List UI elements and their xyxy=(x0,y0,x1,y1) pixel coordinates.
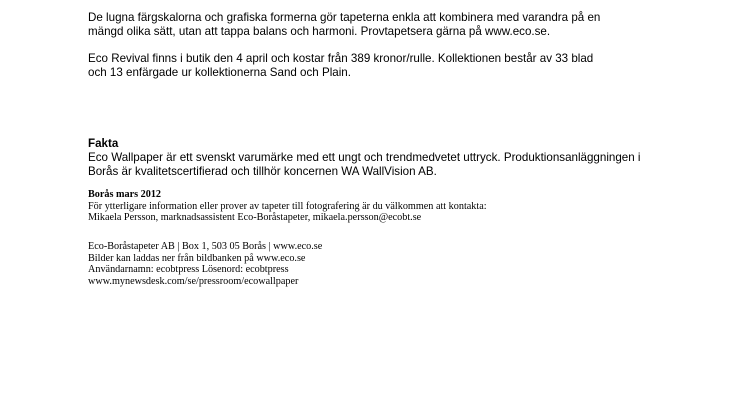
contact-line: Mikaela Persson, marknadsassistent Eco-Boråstapeter, mikaela.persson@ecobt.se xyxy=(88,212,422,224)
paragraph-availability xyxy=(88,52,688,80)
fakta-line: Borås är kvalitetscertifierad och tillhör koncernen WA WallVision AB. xyxy=(88,165,437,178)
contact-section xyxy=(88,189,688,224)
paragraph-collection xyxy=(88,11,688,39)
fakta-line: Eco Wallpaper är ett svenskt varumärke med ett ungt och trendmedvetet uttryck. Produktionsanläggningen i xyxy=(88,151,641,164)
contact-heading: Borås mars 2012 xyxy=(88,189,162,200)
footer-newsroom-link[interactable]: www.mynewsdesk.com/se/pressroom/ecowallpaper xyxy=(88,275,299,287)
paragraph-line: mängd olika sätt, utan att tappa balans och harmoni. Provtapetsera gärna på www.eco.se. xyxy=(88,25,551,38)
contact-line: För ytterligare information eller prover av tapeter till fotografering är du välkommen att kontakta: xyxy=(88,200,487,212)
footer-section xyxy=(88,241,688,287)
fakta-heading: Fakta xyxy=(88,137,119,150)
footer-credentials: Användarnamn: ecobtpress Lösenord: ecobtpress xyxy=(88,264,289,276)
footer-address[interactable]: Eco-Boråstapeter AB | Box 1, 503 05 Borås | www.eco.se xyxy=(88,241,323,252)
fakta-section xyxy=(88,137,688,179)
paragraph-line: och 13 enfärgade ur kollektionerna Sand och Plain. xyxy=(88,66,351,79)
footer-image-bank[interactable]: Bilder kan laddas ner från bildbanken på www.eco.se xyxy=(88,252,306,264)
paragraph-line: De lugna färgskalorna och grafiska formerna gör tapeterna enkla att kombinera med varandra på en xyxy=(88,11,601,24)
paragraph-line: Eco Revival finns i butik den 4 april och kostar från 389 kronor/rulle. Kollektionen består av 33 blad xyxy=(88,52,594,65)
